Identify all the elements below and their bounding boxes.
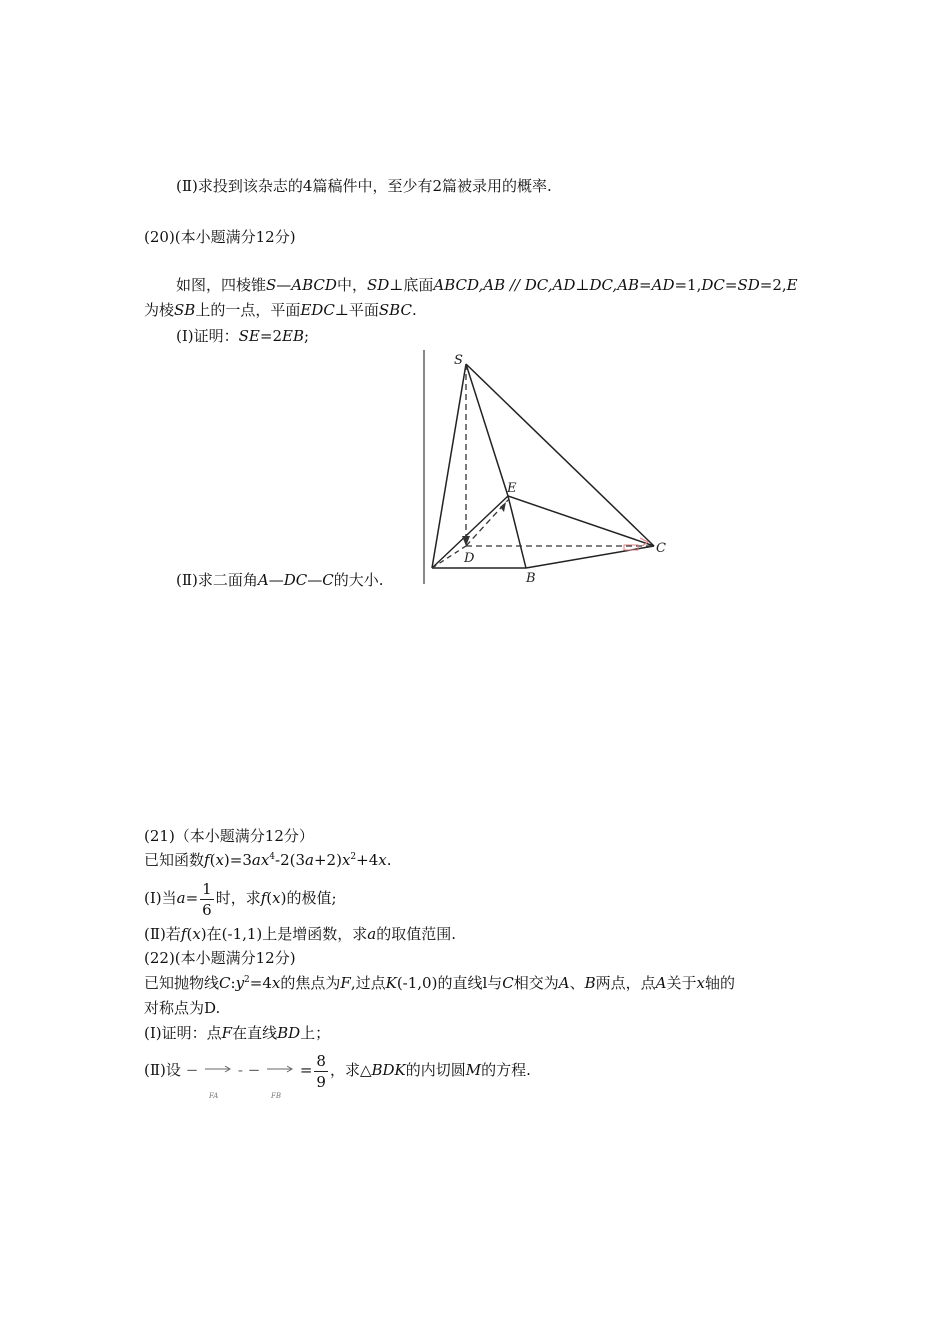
text: EDC (300, 301, 335, 319)
q20-stem-line1 (176, 275, 798, 295)
text: C (322, 571, 334, 589)
label-C: C (656, 541, 666, 556)
q22-part2 (144, 1048, 531, 1100)
text: 在直线 (232, 1024, 278, 1042)
text: = (299, 1061, 313, 1079)
text: 时，求 (215, 889, 261, 907)
text: )=3 (223, 851, 252, 869)
text: ; (303, 327, 310, 345)
text: F (340, 974, 351, 992)
edge-SA (432, 364, 466, 568)
text: f (260, 889, 267, 907)
text: . (411, 301, 417, 319)
text: a (305, 851, 314, 869)
text: F (221, 1024, 233, 1042)
edge-AD-hidden (432, 546, 466, 568)
text: x (271, 974, 281, 992)
text: ABCD,AB // DC,AD (433, 276, 576, 294)
q20-stem-line2 (144, 300, 417, 320)
text: f (204, 851, 210, 869)
text: − (247, 1061, 261, 1079)
text: DC (283, 571, 308, 589)
text: 关于 (666, 974, 697, 992)
text: 的取值范围. (376, 925, 457, 943)
text: ( (186, 925, 193, 943)
text: a (367, 925, 377, 943)
q20-part1 (176, 326, 309, 346)
text: - (237, 1061, 243, 1079)
q21-header: (21)（本小题满分12分） (144, 827, 314, 845)
text: )在(-1,1)上是增函数，求 (200, 925, 368, 943)
q22-part1 (144, 1023, 330, 1043)
text: f (180, 925, 187, 943)
text: ，求△ (329, 1061, 372, 1079)
text: +2) (313, 851, 342, 869)
text: =2, (759, 276, 787, 294)
text: SD (366, 276, 390, 294)
text: C (502, 974, 514, 992)
edge-BC (526, 546, 654, 568)
text: = (724, 276, 738, 294)
label-D: D (464, 551, 475, 566)
text: — (307, 571, 323, 589)
text: EB (282, 327, 304, 345)
text: =2 (259, 327, 282, 345)
text: )的极值; (280, 889, 337, 907)
text: A (257, 571, 269, 589)
text: ( (266, 889, 273, 907)
q21-part1 (144, 876, 337, 920)
text: SE (238, 327, 260, 345)
text: (Ⅰ)证明：点 (144, 1024, 222, 1042)
text: 的大小. (333, 571, 384, 589)
text: (Ⅱ)设 (144, 1061, 181, 1079)
text: (Ⅰ)证明： (176, 327, 239, 345)
text: 的方程. (481, 1061, 531, 1079)
text: 两点，点 (595, 974, 656, 992)
text: 相交为 (513, 974, 559, 992)
q22-stem-line1 (144, 973, 735, 993)
text: ( (209, 851, 216, 869)
text: =1, (674, 276, 702, 294)
text: 中， (336, 276, 367, 294)
text: ⊥ (575, 276, 590, 294)
fraction-one-sixth (200, 879, 214, 920)
text: -2(3 (275, 851, 306, 869)
text: x (696, 974, 705, 992)
text: 为棱 (144, 301, 175, 319)
text: = (639, 276, 652, 294)
numerator: 8 (316, 1051, 326, 1070)
text: − (185, 1061, 199, 1079)
text: 上； (300, 1024, 331, 1042)
text: M (465, 1061, 482, 1079)
text: 的内切圆 (405, 1061, 466, 1079)
vector-label: FA (209, 1092, 219, 1100)
denominator: 6 (202, 900, 212, 919)
q22-header: (22)(本小题满分12分) (144, 949, 296, 967)
text: E (786, 276, 798, 294)
numerator: 1 (202, 879, 212, 898)
text: DC,AB (589, 276, 640, 294)
text: x (341, 851, 351, 869)
denominator: 9 (316, 1072, 326, 1091)
text: A (655, 974, 667, 992)
text: SBC (378, 301, 412, 319)
exponent: 4 (269, 852, 276, 862)
q22-stem-line2: 对称点为D. (144, 999, 221, 1017)
q20-part2 (176, 570, 384, 590)
text: ax (251, 851, 270, 869)
text: DC (701, 276, 725, 294)
text: 已知抛物线 (144, 974, 220, 992)
text: SB (174, 301, 196, 319)
vector-FB (265, 1060, 295, 1100)
text: = (185, 889, 199, 907)
exponent: 2 (244, 975, 250, 985)
text: a (176, 889, 186, 907)
text: +4 (356, 851, 379, 869)
edge-EC (508, 496, 654, 546)
text: x (215, 851, 224, 869)
arrowhead-D (462, 536, 470, 546)
text: . (386, 851, 392, 869)
text: 、 (569, 974, 585, 992)
text: (Ⅱ)求二面角 (176, 571, 258, 589)
label-B: B (526, 571, 536, 586)
pyramid-figure (420, 346, 672, 588)
text: =4 (249, 974, 272, 992)
text: B (584, 974, 596, 992)
text: BD (277, 1024, 301, 1042)
q20-header: (20)(本小题满分12分) (144, 228, 296, 246)
q19-part2: (Ⅱ)求投到该杂志的4篇稿件中，至少有2篇被录用的概率. (176, 177, 552, 195)
edge-EB (508, 496, 526, 568)
text: AD (651, 276, 675, 294)
text: x (378, 851, 387, 869)
text: x (192, 925, 201, 943)
label-E: E (507, 481, 517, 496)
text: BDK (371, 1061, 406, 1079)
fraction-eight-ninths (314, 1051, 328, 1092)
vector-FA (203, 1060, 233, 1100)
text: (Ⅰ)当 (144, 889, 177, 907)
q21-part2 (144, 924, 456, 944)
label-S: S (454, 353, 463, 368)
text: y (235, 974, 245, 992)
text: (-1,0)的直线l与 (396, 974, 503, 992)
text: 轴的 (704, 974, 735, 992)
text: 的焦点为 (280, 974, 341, 992)
text: 已知函数 (144, 851, 205, 869)
text: K (385, 974, 397, 992)
vector-arrow-icon (203, 1064, 233, 1074)
text: 上的一点，平面 (195, 301, 301, 319)
text: x (272, 889, 281, 907)
text: : (230, 974, 236, 992)
text: A (558, 974, 570, 992)
text: C (219, 974, 231, 992)
text: S—ABCD (266, 276, 337, 294)
vector-arrow-icon (265, 1064, 295, 1074)
text: ⊥底面 (389, 276, 434, 294)
text: 如图，四棱锥 (176, 276, 267, 294)
text: ⊥平面 (334, 301, 379, 319)
text: — (268, 571, 284, 589)
text: (Ⅱ)若 (144, 925, 181, 943)
text: ,过点 (350, 974, 386, 992)
exponent: 2 (350, 852, 357, 862)
vector-label: FB (271, 1092, 282, 1100)
q21-stem (144, 850, 392, 870)
text: SD (737, 276, 760, 294)
